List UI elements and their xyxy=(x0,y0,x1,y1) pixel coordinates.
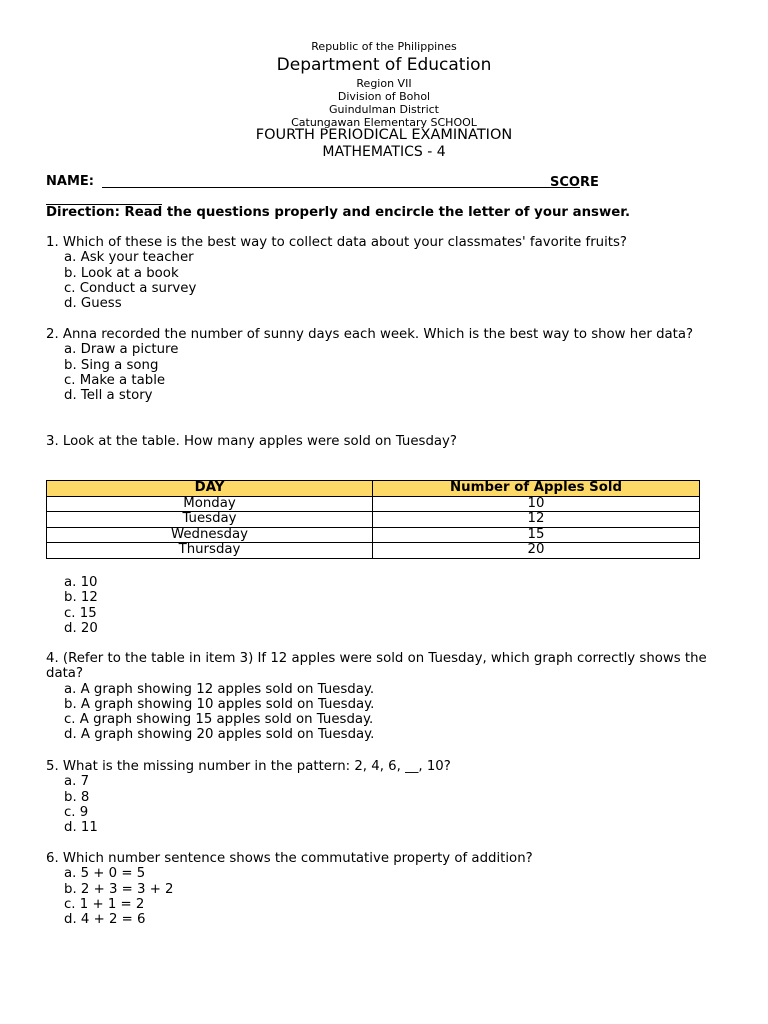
option-c[interactable]: c. Make a table xyxy=(64,372,166,388)
table-cell-apples: 10 xyxy=(373,496,700,512)
option-c[interactable]: c. 15 xyxy=(64,605,97,621)
option-c[interactable]: c. 9 xyxy=(64,804,89,820)
header-division: Division of Bohol xyxy=(337,90,431,103)
option-d[interactable]: d. A graph showing 20 apples sold on Tuesday. xyxy=(64,727,375,743)
option-a[interactable]: a. 10 xyxy=(64,575,98,590)
table-header-apples: Number of Apples Sold xyxy=(373,481,700,497)
option-d[interactable]: d. Guess xyxy=(64,296,122,312)
option-b[interactable]: b. A graph showing 10 apples sold on Tuesday. xyxy=(64,696,375,712)
header-school: Catungawan Elementary SCHOOL xyxy=(291,116,477,129)
question-3-options xyxy=(46,575,726,636)
table-cell-apples: 20 xyxy=(373,543,700,559)
option-b[interactable]: b. Sing a song xyxy=(64,357,159,373)
option-a[interactable]: a. 7 xyxy=(64,774,90,790)
question-stem: 2. Anna recorded the number of sunny days each week. Which is the best way to show her data? xyxy=(46,327,694,342)
question-5 xyxy=(46,759,726,835)
apples-sold-table xyxy=(46,480,700,559)
header-republic: Republic of the Philippines xyxy=(311,40,457,53)
option-a[interactable]: a. A graph showing 12 apples sold on Tuesday. xyxy=(64,681,375,697)
table-cell-day: Thursday xyxy=(47,543,373,559)
question-1 xyxy=(46,235,726,311)
table-row xyxy=(47,543,700,559)
question-stem: 5. What is the missing number in the pattern: 2, 4, 6, __, 10? xyxy=(46,759,451,774)
option-a[interactable]: a. Ask your teacher xyxy=(64,250,194,266)
table-cell-day: Wednesday xyxy=(47,527,373,543)
table-header-day: DAY xyxy=(47,481,373,497)
table-header-row xyxy=(47,481,700,497)
option-a[interactable]: a. 5 + 0 = 5 xyxy=(64,866,146,882)
header-department: Department of Education xyxy=(276,55,492,75)
table-cell-apples: 12 xyxy=(373,512,700,528)
option-c[interactable]: c. Conduct a survey xyxy=(64,280,197,296)
question-stem: 4. (Refer to the table in item 3) If 12 apples were sold on Tuesday, which graph correctly shows the data? xyxy=(46,651,707,682)
table-row xyxy=(47,496,700,512)
option-a[interactable]: a. Draw a picture xyxy=(64,342,179,358)
table-cell-apples: 15 xyxy=(373,527,700,543)
header-district: Guindulman District xyxy=(329,103,439,116)
question-3 xyxy=(46,434,726,449)
question-stem: 3. Look at the table. How many apples were sold on Tuesday? xyxy=(46,434,457,449)
option-b[interactable]: b. Look at a book xyxy=(64,265,179,281)
option-d[interactable]: d. Tell a story xyxy=(64,388,153,404)
table-cell-day: Monday xyxy=(47,496,373,512)
name-label: NAME: xyxy=(46,174,94,189)
option-c[interactable]: c. 1 + 1 = 2 xyxy=(64,896,145,912)
question-4 xyxy=(46,651,726,743)
option-b[interactable]: b. 2 + 3 = 3 + 2 xyxy=(64,881,174,897)
option-c[interactable]: c. A graph showing 15 apples sold on Tuesday. xyxy=(64,712,374,728)
score-label: SCORE xyxy=(550,175,599,190)
option-b[interactable]: b. 12 xyxy=(64,590,98,606)
table-row xyxy=(47,527,700,543)
subject-title: MATHEMATICS - 4 xyxy=(322,144,446,160)
table-row xyxy=(47,512,700,528)
direction-text: Direction: Read the questions properly and encircle the letter of your answer. xyxy=(46,205,630,220)
question-stem: 6. Which number sentence shows the commutative property of addition? xyxy=(46,851,533,866)
exam-title: FOURTH PERIODICAL EXAMINATION xyxy=(255,127,513,143)
option-d[interactable]: d. 11 xyxy=(64,820,98,836)
question-6 xyxy=(46,851,726,927)
question-2 xyxy=(46,327,726,403)
option-d[interactable]: d. 20 xyxy=(64,620,98,636)
question-stem: 1. Which of these is the best way to collect data about your classmates' favorite fruits? xyxy=(46,235,627,250)
table-cell-day: Tuesday xyxy=(47,512,373,528)
option-b[interactable]: b. 8 xyxy=(64,789,90,805)
name-blank-line[interactable] xyxy=(102,187,580,188)
header-region: Region VII xyxy=(356,77,412,90)
option-d[interactable]: d. 4 + 2 = 6 xyxy=(64,912,146,928)
